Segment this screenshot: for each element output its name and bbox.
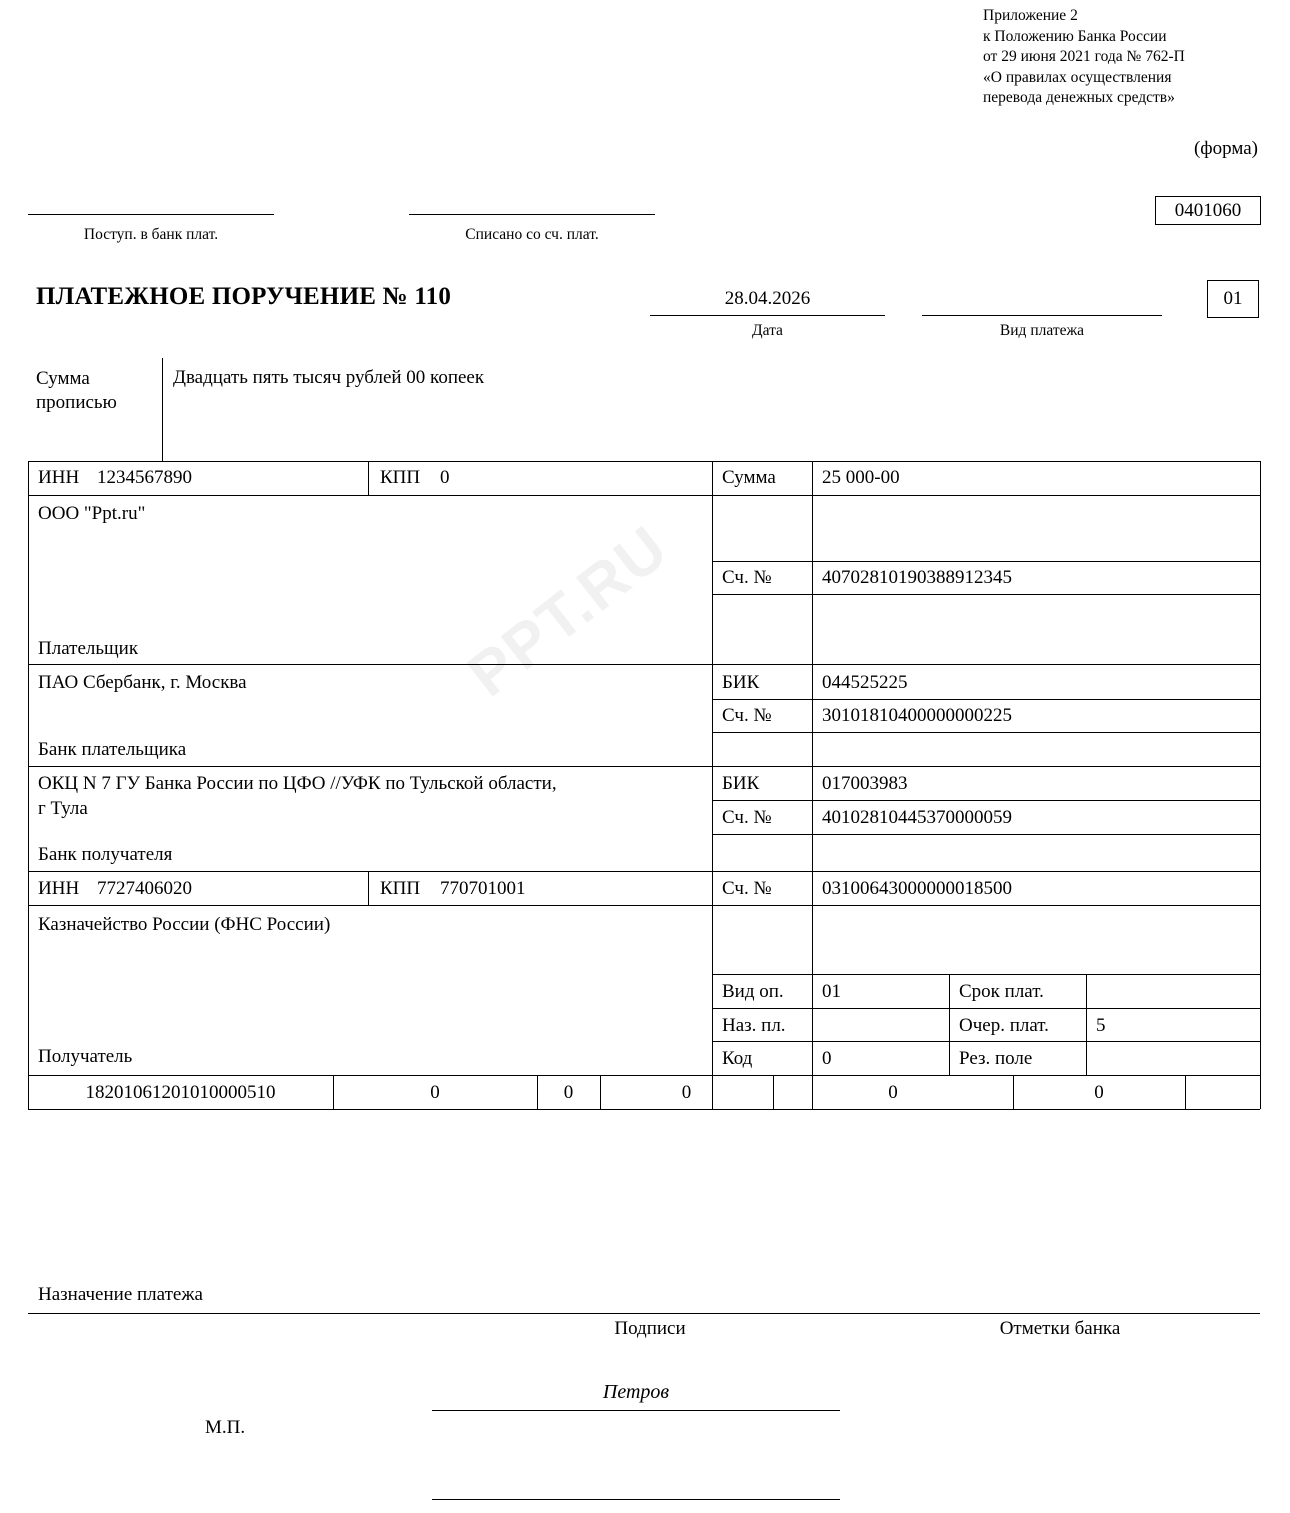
payee-bank-bic-value[interactable]: 017003983 — [822, 773, 908, 794]
budget-doc-number-value[interactable]: 0 — [888, 1082, 898, 1103]
purpose-caption: Назначение платежа — [38, 1284, 203, 1305]
grid-line-payerbank-bottom — [28, 766, 1260, 767]
grid-line-amount-bottom-left — [712, 495, 1260, 496]
payer-account-label: Сч. № — [722, 567, 772, 588]
operation-srok-plat-label: Срок плат. — [959, 981, 1044, 1002]
legal-header-line-1: Приложение 2 — [983, 7, 1078, 24]
payer-amount-value[interactable]: 25 000-00 — [822, 467, 900, 488]
grid-line-payeebank-account-bottom — [712, 834, 1260, 835]
payer-kpp-label: КПП — [380, 467, 421, 488]
legal-header-line-5: перевода денежных средств» — [983, 89, 1175, 106]
payer-bank-account-label: Сч. № — [722, 705, 772, 726]
form-word-label: (форма) — [1193, 138, 1258, 159]
operation-kod-label: Код — [722, 1048, 753, 1069]
grid-line-payeebank-bottom — [28, 871, 1260, 872]
received-date-rule — [28, 214, 274, 215]
payee-kpp-label: КПП — [380, 878, 421, 899]
grid-line-payer-account-bottom — [712, 594, 1260, 595]
payer-bank-bic-label: БИК — [722, 672, 760, 693]
payee-bank-name-line-2[interactable]: г Тула — [38, 798, 88, 819]
grid-line-payer-inn-bottom — [28, 495, 712, 496]
grid-vline-payer-kpp — [368, 461, 369, 495]
grid-vline-operation-mid — [949, 974, 950, 1075]
signature-line-1 — [432, 1410, 840, 1411]
grid-line-payee-account-bottom — [712, 905, 1260, 906]
grid-line-payeebank-bic-bottom — [712, 800, 1260, 801]
bank-marks-caption: Отметки банка — [999, 1318, 1121, 1339]
payer-bank-bic-value[interactable]: 044525225 — [822, 672, 908, 693]
budget-doc-date-value[interactable]: 0 — [1094, 1082, 1104, 1103]
payee-inn-value[interactable]: 7727406020 — [97, 878, 192, 899]
operation-naz-pl-label: Наз. пл. — [722, 1015, 786, 1036]
grid-vline-payee-kpp — [368, 871, 369, 905]
grid-line-payerbank-bic-bottom — [712, 699, 1260, 700]
stamp-label: М.П. — [205, 1417, 246, 1438]
grid-vline-label-column — [812, 461, 813, 1109]
grid-line-budget-top — [28, 1075, 1260, 1076]
budget-oktmo-value[interactable]: 0 — [430, 1082, 440, 1103]
document-date-value[interactable]: 28.04.2026 — [724, 288, 811, 309]
received-caption: Поступ. в банк плат. — [83, 226, 219, 243]
budget-period-value[interactable]: 0 — [681, 1082, 692, 1103]
operation-rez-pole-label: Рез. поле — [959, 1048, 1033, 1069]
debited-date-rule — [409, 214, 655, 215]
form-code-box: 0401060 — [1155, 196, 1261, 225]
payee-bank-name-line-1[interactable]: ОКЦ N 7 ГУ Банка России по ЦФО //УФК по Тульской области, — [38, 773, 557, 794]
operation-vid-op-label: Вид оп. — [722, 981, 784, 1002]
payee-account-value[interactable]: 03100643000000018500 — [822, 878, 1012, 899]
payer-bank-name[interactable]: ПАО Сбербанк, г. Москва — [38, 672, 247, 693]
payer-account-value[interactable]: 40702810190388912345 — [822, 567, 1012, 588]
budget-basis-value[interactable]: 0 — [563, 1082, 574, 1103]
grid-line-payer-top — [28, 461, 1260, 462]
payee-bank-caption: Банк получателя — [38, 844, 173, 865]
payer-name[interactable]: ООО "Ppt.ru" — [38, 503, 146, 524]
grid-line-payee-inn-bottom — [28, 905, 712, 906]
payee-inn-label: ИНН — [38, 878, 80, 899]
grid-line-amount-bottom — [712, 561, 1260, 562]
grid-line-operation-row2 — [712, 1041, 1260, 1042]
legal-header — [983, 6, 1283, 109]
amount-words-label-line-2: прописью — [36, 392, 117, 413]
payer-bank-account-value[interactable]: 30101810400000000225 — [822, 705, 1012, 726]
payee-kpp-value[interactable]: 770701001 — [440, 878, 526, 899]
grid-line-payer-bottom — [28, 664, 1260, 665]
legal-header-line-3: от 29 июня 2021 года № 762-П — [983, 48, 1185, 65]
grid-line-budget-bottom — [28, 1109, 1260, 1110]
grid-vline-middle — [712, 461, 713, 1109]
payee-bank-account-value[interactable]: 40102810445370000059 — [822, 807, 1012, 828]
debited-caption: Списано со сч. плат. — [465, 226, 599, 243]
payee-account-label: Сч. № — [722, 878, 772, 899]
payee-caption: Получатель — [38, 1046, 133, 1067]
signature-name: Петров — [602, 1381, 670, 1403]
payment-kind-caption: Вид платежа — [999, 322, 1085, 339]
legal-header-line-4: «О правилах осуществления — [983, 68, 1172, 86]
signatures-caption: Подписи — [614, 1318, 686, 1339]
grid-vline-right-edge — [1260, 461, 1261, 1109]
amount-words-label — [36, 367, 117, 415]
payer-caption: Плательщик — [38, 638, 139, 659]
payer-inn-label: ИНН — [38, 467, 80, 488]
grid-line-payerbank-account-bottom — [712, 732, 1260, 733]
payment-kind-rule — [922, 315, 1162, 316]
operation-kod-value[interactable]: 0 — [822, 1048, 832, 1069]
operation-vid-op-value[interactable]: 01 — [822, 981, 841, 1002]
grid-line-operation-top — [712, 974, 1260, 975]
purpose-bottom-rule — [28, 1313, 1260, 1314]
watermark: PPT.RU — [455, 512, 682, 711]
document-date-rule — [650, 315, 885, 316]
grid-line-operation-row1 — [712, 1008, 1260, 1009]
amount-words-label-line-1: Сумма — [36, 368, 90, 389]
payer-bank-caption: Банк плательщика — [38, 739, 187, 760]
amount-words-value[interactable]: Двадцать пять тысяч рублей 00 копеек — [173, 367, 485, 388]
operation-ocher-plat-label: Очер. плат. — [959, 1015, 1049, 1036]
payee-bank-account-label: Сч. № — [722, 807, 772, 828]
grid-vline-operation-right — [1086, 974, 1087, 1075]
payer-kpp-value[interactable]: 0 — [440, 467, 450, 488]
legal-header-line-2: к Положению Банка России — [983, 27, 1167, 45]
operation-ocher-plat-value[interactable]: 5 — [1096, 1015, 1106, 1036]
payer-amount-label: Сумма — [722, 467, 776, 488]
budget-kbk-value[interactable]: 18201061201010000510 — [85, 1082, 276, 1103]
document-date-caption: Дата — [752, 322, 783, 339]
payer-inn-value[interactable]: 1234567890 — [97, 467, 192, 488]
signature-line-2 — [432, 1499, 840, 1500]
grid-vline-budget-6 — [1185, 1075, 1186, 1109]
page-title: ПЛАТЕЖНОЕ ПОРУЧЕНИЕ № 110 — [36, 283, 452, 310]
grid-vline-left-edge — [28, 461, 29, 1109]
payee-bank-bic-label: БИК — [722, 773, 760, 794]
amount-words-divider — [162, 358, 163, 461]
document-type-code-box: 01 — [1207, 280, 1259, 318]
payee-name[interactable]: Казначейство России (ФНС России) — [38, 914, 331, 935]
